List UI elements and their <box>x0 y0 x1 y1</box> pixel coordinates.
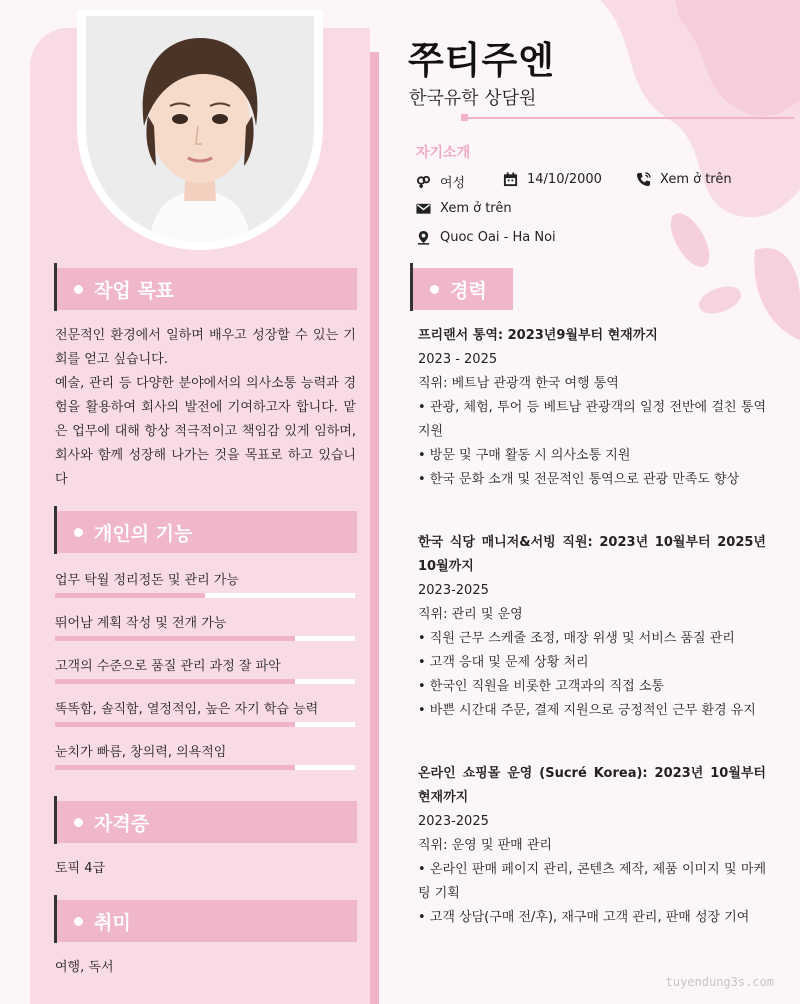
phone-icon <box>636 172 651 187</box>
experience-bullet: • 직원 근무 스케줄 조정, 매장 위생 및 서비스 품질 관리 <box>418 631 735 646</box>
email-value: Xem ở trên <box>440 201 512 216</box>
experience-period: 2023-2025 <box>418 583 489 598</box>
experience-title: 한국 식당 매니저&서빙 직원: 2023년 10월부터 2025년 10월까지 <box>418 535 766 574</box>
divider-line <box>466 117 794 119</box>
experience-bullet: • 한국 문화 소개 및 전문적인 통역으로 관광 만족도 향상 <box>418 472 740 487</box>
location-icon <box>416 230 431 245</box>
experience-item <box>418 531 766 723</box>
gender-icon <box>416 174 431 189</box>
address-value: Quoc Oai - Ha Noi <box>440 230 556 245</box>
section-skills <box>54 511 357 553</box>
skill-level-bar <box>55 765 355 770</box>
email-icon <box>416 201 431 216</box>
calendar-icon <box>503 172 518 187</box>
experience-bullet: • 관광, 체험, 투어 등 베트남 관광객의 일정 전반에 걸친 통역 지원 <box>418 400 766 439</box>
address-info <box>416 230 556 245</box>
experience-bullet: • 고객 응대 및 문제 상황 처리 <box>418 655 589 670</box>
experience-bullet: • 방문 및 구매 활동 시 의사소통 지원 <box>418 448 631 463</box>
candidate-name: 쭈티주엔 <box>408 39 555 82</box>
gender-info <box>416 172 465 191</box>
skill-label: 뛰어남 계획 작성 및 전개 가능 <box>55 616 227 631</box>
objective-paragraph: 전문적인 환경에서 일하며 배우고 성장할 수 있는 기회를 얻고 싶습니다. <box>55 328 356 367</box>
section-experience <box>410 268 513 310</box>
skill-label: 똑똑함, 솔직함, 열정적임, 높은 자기 학습 능력 <box>55 702 319 717</box>
experience-bullet: • 한국인 직원을 비롯한 고객과의 직접 소통 <box>418 679 664 694</box>
birthdate-info <box>503 172 602 187</box>
phone-info <box>636 172 732 187</box>
experience-bullet: • 온라인 판매 페이지 관리, 콘텐츠 제작, 제품 이미지 및 마케팅 기획 <box>418 862 766 901</box>
skill-level-fill <box>55 593 205 598</box>
watermark: tuyendung3s.com <box>665 975 774 989</box>
objective-text <box>55 324 356 492</box>
skill-level-bar <box>55 636 355 641</box>
skill-level-bar <box>55 722 355 727</box>
skill-level-bar <box>55 593 355 598</box>
skill-label: 눈치가 빠름, 창의력, 의욕적임 <box>55 745 227 760</box>
email-info <box>416 201 512 216</box>
section-title-certificates: 자격증 <box>94 812 150 835</box>
section-title-objective: 작업 목표 <box>94 279 175 302</box>
skill-level-bar <box>55 679 355 684</box>
section-title-experience: 경력 <box>450 279 487 302</box>
experience-position: 직위: 운영 및 판매 관리 <box>418 838 552 853</box>
experience-period: 2023 - 2025 <box>418 352 498 367</box>
skill-level-fill <box>55 765 295 770</box>
profile-photo <box>86 16 314 242</box>
section-title-skills: 개인의 기능 <box>94 522 193 545</box>
experience-title: 프리랜서 통역: 2023년9월부터 현재까지 <box>418 328 658 343</box>
experience-bullet: • 고객 상담(구매 전/후), 재구매 고객 관리, 판매 성장 기여 <box>418 910 750 925</box>
skill-level-fill <box>55 722 295 727</box>
hobbies-text: 여행, 독서 <box>55 960 114 975</box>
skill-label: 업무 탁월 정리정돈 및 관리 가능 <box>55 573 239 588</box>
intro-label: 자기소개 <box>416 145 471 161</box>
experience-item <box>418 762 766 930</box>
section-certificates <box>54 801 357 843</box>
experience-item <box>418 324 766 492</box>
experience-title: 온라인 쇼핑몰 운영 (Sucré Korea): 2023년 10월부터 현재까지 <box>418 766 766 805</box>
section-title-hobbies: 취미 <box>94 911 131 934</box>
left-panel-edge <box>370 52 379 1004</box>
experience-period: 2023-2025 <box>418 814 489 829</box>
experience-position: 직위: 베트남 관광객 한국 여행 통역 <box>418 376 619 391</box>
candidate-role: 한국유학 상담원 <box>409 88 537 109</box>
birthdate-value: 14/10/2000 <box>527 172 602 187</box>
section-hobbies <box>54 900 357 942</box>
experience-position: 직위: 관리 및 운영 <box>418 607 523 622</box>
section-objective <box>54 268 357 310</box>
objective-paragraph: 예술, 관리 등 다양한 분야에서의 의사소통 능력과 경험을 활용하여 회사의 발전에 기여하고자 합니다. 맡은 업무에 대해 항상 적극적이고 책임감 있게 임하며, 회사와 함께 성장해 나가는 것을 목표로 하고 있습니다 <box>55 376 356 487</box>
experience-bullet: • 바쁜 시간대 주문, 결제 지원으로 긍정적인 근무 환경 유지 <box>418 703 756 718</box>
skill-level-fill <box>55 679 295 684</box>
skill-label: 고객의 수준으로 품질 관리 과정 잘 파악 <box>55 659 281 674</box>
skill-level-fill <box>55 636 295 641</box>
phone-value: Xem ở trên <box>660 172 732 187</box>
certificates-text: 토픽 4급 <box>55 861 106 876</box>
gender-value: 여성 <box>440 176 466 191</box>
